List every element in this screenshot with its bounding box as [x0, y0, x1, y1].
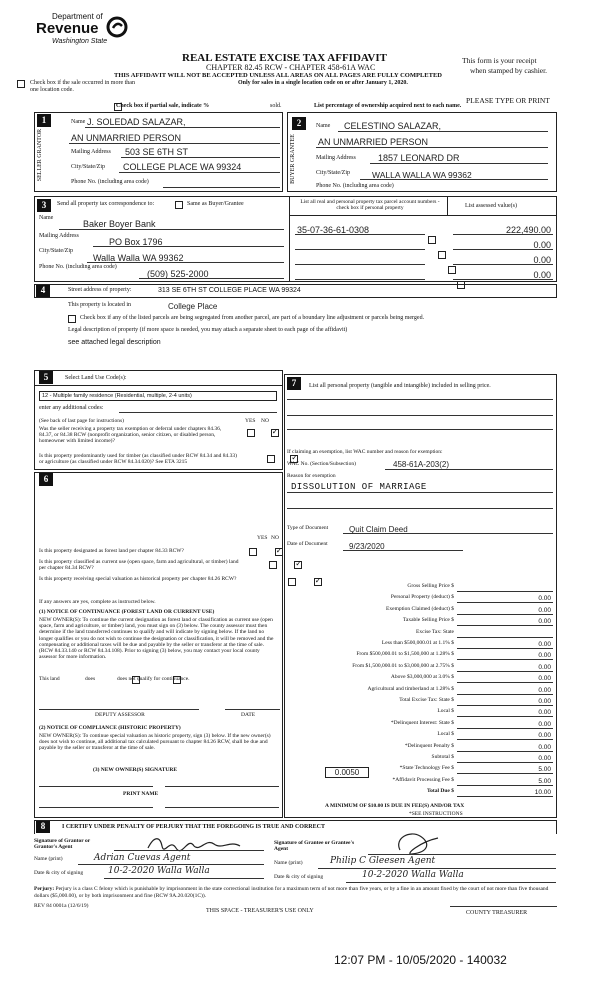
tax-row-value: 0.00 [538, 709, 551, 717]
tax-row-label: Total Excise Tax: State $ [399, 697, 454, 703]
tax-row-label: Less than $500,000.01 at 1.1% $ [381, 640, 454, 646]
tax-row-value: 0.00 [538, 606, 551, 614]
section-6-designation [34, 472, 283, 818]
grantor-print-name: Adrian Cuevas Agent [94, 853, 191, 863]
grantee-date-city: 10-2-2020 Walla Walla [362, 870, 464, 880]
partial-sale-label: Check box if partial sale, indicate % [116, 103, 210, 109]
tax-row-label: From $1,500,000.01 to $3,000,000 at 2.75% $ [352, 662, 454, 669]
grantor-mailing: 503 SE 6TH ST [125, 147, 189, 157]
section-4-property [34, 284, 557, 364]
legal-description: see attached legal description [68, 339, 161, 346]
section-3-number: 3 [37, 199, 51, 212]
no-header: NO [261, 418, 269, 424]
exemption-yes-checkbox[interactable] [247, 429, 255, 437]
segregated-label: Check box if any of the listed parcels are being segregated from another parcel, are part of a boundary line adjustment or parcels being merged. [80, 315, 425, 321]
grantee-name: CELESTINO SALAZAR, [344, 121, 442, 131]
grantor-date-city: 10-2-2020 Walla Walla [108, 866, 210, 876]
tax-row-value: 0.00 [538, 732, 551, 740]
parcel-number-1: 35-07-36-61-0308 [297, 225, 370, 235]
receipt-stamp: 12:07 PM - 10/05/2020 - 140032 [334, 953, 507, 967]
tax-row-label: *Delinquent Penalty $ [404, 742, 454, 749]
grantor-signature [144, 834, 244, 854]
tax-row-value: 0.00 [538, 675, 551, 683]
print-name-label: PRINT NAME [123, 791, 159, 797]
corr-phone: (509) 525-2000 [147, 269, 209, 279]
located-city: College Place [168, 302, 218, 311]
corr-phone-label: Phone No. (including area code) [39, 264, 117, 270]
personal-property-label: List all personal property (tangible and intangible) included in selling price. [309, 383, 491, 389]
corr-name-label: Name [39, 215, 54, 221]
notice2-title: (2) NOTICE OF COMPLIANCE (HISTORIC PROPERTY) [39, 725, 181, 731]
see-back-note: (See back of last page for instructions) [39, 418, 124, 424]
form-id: REV 84 0001a (12/6/19) [34, 903, 89, 909]
assessed-value-4: 0.00 [533, 270, 551, 280]
dor-swirl-icon [106, 16, 128, 38]
section-5-land-use [34, 370, 283, 470]
grantor-name-print-label: Name (print) [34, 856, 63, 862]
grantor-date-city-label: Date & city of signing [34, 870, 84, 876]
notice2-body: NEW OWNER(S): To continue special valuation as historic property, sign (3) below. If the new owner(s) does not wish to continue, all additional tax calculated pursuant to chapter 84.26 RCW, shall be due and payable by the seller or transferor at the time of sale. [39, 733, 271, 752]
no-header-6: NO [271, 535, 279, 541]
tax-row-value: 0.00 [538, 686, 551, 694]
local-rate-box: 0.0050 [325, 767, 369, 778]
corr-city-label: City/State/Zip [39, 248, 73, 254]
assessed-value-3: 0.00 [533, 255, 551, 265]
grantee-city: WALLA WALLA WA 99362 [372, 170, 472, 180]
additional-codes-label: enter any additional codes: [39, 405, 104, 411]
reason-label: Reason for exemption [287, 473, 336, 479]
corr-city: Walla Walla WA 99362 [93, 253, 184, 263]
notice1-title: (1) NOTICE OF CONTINUANCE (FOREST LAND OR CURRENT USE) [39, 609, 215, 615]
section-8-certification [34, 820, 557, 902]
corr-mailing-label: Mailing Address [39, 233, 79, 239]
doc-date-label: Date of Document [287, 541, 328, 547]
tax-row-value: 0.00 [538, 755, 551, 762]
perjury-label: Perjury: [34, 886, 55, 892]
section-4-number: 4 [36, 284, 50, 297]
multi-location-label: Check box if the sale occurred in more than one location code. [30, 80, 135, 93]
see-instructions: *SEE INSTRUCTIONS [409, 811, 463, 817]
tax-row-label: Local $ [437, 708, 454, 715]
corr-mailing: PO Box 1796 [109, 237, 163, 247]
legal-label: Legal description of property (if more space is needed, you may attach a separate sheet to each page of the affidavit) [68, 327, 348, 333]
grantee-signature-label: Signature of Grantee or Grantee's Agent [274, 840, 355, 852]
seller-grantor-label: SELLER GRANTOR [37, 128, 43, 182]
tax-row-label: *Affidavit Processing Fee $ [392, 776, 454, 783]
timber-yes-checkbox[interactable] [267, 455, 275, 463]
tax-row-label: Gross Selling Price $ [407, 583, 454, 589]
assessed-header: List assessed value(s) [465, 203, 517, 209]
yes-header: YES [245, 418, 256, 424]
section-1-number: 1 [37, 114, 51, 127]
tax-row-label: Agricultural and timberland at 1.28% $ [367, 685, 454, 692]
form-title: REAL ESTATE EXCISE TAX AFFIDAVIT [182, 52, 387, 64]
dor-logo [36, 10, 136, 50]
exemption-no-checkbox[interactable] [271, 429, 279, 437]
grantor-name2: AN UNMARRIED PERSON [71, 133, 182, 143]
section-1-grantor [34, 112, 283, 192]
section-2-number: 2 [292, 117, 306, 130]
assessed-value-1: 222,490.00 [505, 225, 551, 235]
forest-question: Is this property designated as forest land per chapter 84.33 RCW? [39, 548, 184, 554]
yes-header-6: YES [257, 535, 268, 541]
tax-row-value: 5.00 [538, 777, 551, 785]
tax-row-label: Taxable Selling Price $ [402, 617, 454, 624]
new-owner-signature-label: (3) NEW OWNER(S) SIGNATURE [93, 767, 177, 773]
only-for-sales: Only for sales in a single location code on or after January 1, 2020. [238, 80, 408, 86]
corr-name: Baker Boyer Bank [83, 219, 156, 229]
current-use-question: Is this property classified as current use (open space, farm and agricultural, or timber) land per chapter 84.34 RCW? [39, 559, 239, 571]
doc-date: 9/23/2020 [349, 542, 385, 551]
forest-no-checkbox[interactable] [275, 548, 283, 556]
historic-question: Is this property receiving special valuation as historical property per chapter 84.26 RCW? [39, 576, 237, 582]
tax-row-label: Total Due $ [427, 788, 454, 795]
exemption-reason: DISSOLUTION OF MARRIAGE [291, 482, 427, 492]
form-subtitle: CHAPTER 82.45 RCW - CHAPTER 458-61A WAC [206, 63, 376, 72]
grantee-city-label: City/State/Zip [316, 170, 350, 176]
parcel-1-personal-checkbox[interactable] [428, 236, 436, 244]
section-7-tax [284, 374, 557, 818]
form-warning: THIS AFFIDAVIT WILL NOT BE ACCEPTED UNLESS ALL AREAS ON ALL PAGES ARE FULLY COMPLETED [114, 72, 442, 79]
section-8-number: 8 [36, 820, 50, 833]
tax-row-label: Excise Tax: State [415, 628, 454, 635]
street-label: Street address of property: [68, 287, 132, 293]
tax-row-label: Personal Property (deduct) $ [390, 594, 454, 601]
tax-row-value: 0.00 [538, 652, 551, 660]
dept-line1: Department of [52, 12, 103, 21]
grantor-city-label: City/State/Zip [71, 164, 105, 170]
grantee-name-print-label: Name (print) [274, 860, 303, 866]
certify-statement: I CERTIFY UNDER PENALTY OF PERJURY THAT THE FOREGOING IS TRUE AND CORRECT [62, 824, 325, 830]
tax-row-label: From $500,000.01 to $1,500,000 at 1.28% $ [356, 651, 454, 658]
located-label: This property is located in [68, 302, 131, 308]
grantee-name-label: Name [316, 123, 331, 129]
tax-row-value: 0.00 [538, 595, 551, 603]
dept-line2: Revenue [36, 20, 99, 37]
tax-row-value: 0.00 [538, 663, 551, 671]
does-label: does [85, 676, 96, 682]
exemption-claim-label: If claiming an exemption, list WAC number and reason for exemption: [287, 449, 443, 455]
any-yes-note: If any answers are yes, complete as instructed below. [39, 599, 156, 605]
tax-row-label: Local $ [437, 731, 454, 738]
grantee-phone-label: Phone No. (including area code) [316, 183, 394, 189]
grantor-name-label: Name [71, 119, 86, 125]
grantee-date-city-label: Date & city of signing [274, 874, 324, 880]
doc-type-label: Type of Document [287, 525, 329, 531]
tax-row-value: 0.00 [538, 641, 551, 648]
tax-row-label: *Delinquent Interest: State $ [390, 719, 454, 726]
exemption-question: Was the seller receiving a property tax exemption or deferral under chapters 84.36, 84.37, or 84.38 RCW (nonprofit organization, senior citizen, or disabled person, homeowner with limited income)? [39, 426, 222, 444]
does-not-label: does not qualify for continuance. [117, 676, 190, 682]
parcel-2-personal-checkbox[interactable] [438, 251, 446, 259]
grantor-city: COLLEGE PLACE WA 99324 [123, 162, 242, 172]
section-7-number: 7 [287, 377, 301, 390]
tax-row-value: 5.00 [538, 766, 551, 774]
tax-row-value: 0.00 [538, 618, 551, 626]
doc-type: Quit Claim Deed [349, 525, 408, 534]
assessed-value-2: 0.00 [533, 240, 551, 250]
tax-row-label: Exemption Claimed (deduct) $ [386, 605, 454, 612]
segregated-checkbox[interactable] [68, 315, 76, 323]
grantor-mailing-label: Mailing Address [71, 149, 111, 155]
minimum-note: A MINIMUM OF $10.00 IS DUE IN FEE(S) AND/OR TAX [325, 803, 465, 809]
partial-sale-sold: sold. [270, 103, 282, 109]
wac-label: WAC No. (Section/Subsection) [287, 461, 356, 467]
tax-row-value: 0.00 [538, 743, 551, 751]
wac-number: 458-61A-203(2) [393, 460, 450, 469]
tax-row-label: *State Technology Fee $ [399, 765, 454, 772]
land-use-label: Select Land Use Code(s): [65, 375, 127, 381]
deputy-assessor-label: DEPUTY ASSESSOR [95, 712, 145, 718]
grantor-name: J. SOLEDAD SALAZAR, [87, 117, 186, 127]
pct-ownership-label: List percentage of ownership acquired next to each name. [314, 103, 462, 109]
grantor-signature-label: Signature of Grantor or Grantor's Agent [34, 838, 91, 850]
this-land-label: This land [39, 676, 60, 682]
receipt-note2: when stamped by cashier. [470, 66, 548, 75]
receipt-note1: This form is your receipt [462, 56, 537, 65]
street-address: 313 SE 6TH ST COLLEGE PLACE WA 99324 [158, 287, 301, 294]
tax-row-value: 10.00 [534, 789, 551, 797]
current-use-yes-checkbox[interactable] [269, 561, 277, 569]
county-treasurer: COUNTY TREASURER [466, 910, 528, 916]
land-use-select[interactable]: 12 - Multiple family residence (Residential, multiple, 2-4 units) [39, 391, 277, 401]
grantee-name2: AN UNMARRIED PERSON [318, 137, 429, 147]
section-2-grantee [287, 112, 557, 192]
deputy-date-label: DATE [241, 712, 256, 718]
timber-question: Is this property predominantly used for timber (as classified under RCW 84.34 and 84.33) or agriculture (as classified under RCW 84.34.020)? See ETA 3215 [39, 453, 238, 465]
tax-calculation-table [285, 375, 558, 819]
buyer-grantee-label: BUYER GRANTEE [290, 134, 296, 184]
tax-row-label: Subtotal $ [431, 754, 454, 760]
grantee-mailing: 1857 LEONARD DR [378, 153, 460, 163]
grantor-phone-label: Phone No. (including area code) [71, 179, 149, 185]
section-5-number: 5 [39, 371, 53, 384]
tax-row-value: 0.00 [538, 698, 551, 705]
tax-row-label: Above $3,000,000 at 3.0% $ [390, 674, 454, 681]
same-as-buyer-label: Same as Buyer/Grantee [187, 201, 244, 207]
notice1-body: NEW OWNER(S): To continue the current designation as forest land or classification as current use (open space, farm and agriculture, or timber) land, you must sign on (3) below. The county assessor must then determine if the land transferred continues to qualify and will indicate by signing below. If the land no longer qualifies or you do not wish to continue the designation or classification, it will be removed and the compensating or additional taxes will be due and payable by the seller or transferor at the time of sale. (RCW 84.33.140 or RCW 84.34.108). Prior to signing (3) below, you may contact your local county assessor for more information. [39, 617, 274, 661]
section-3-correspondence [34, 196, 557, 282]
forest-yes-checkbox[interactable] [249, 548, 257, 556]
please-type: PLEASE TYPE OR PRINT [466, 96, 550, 105]
same-as-buyer-checkbox[interactable] [175, 201, 183, 209]
parcel-header: List all real and personal property tax parcel account numbers - check box if personal property [300, 199, 440, 211]
multi-location-checkbox[interactable] [17, 80, 25, 88]
send-to-label: Send all property tax correspondence to: [57, 201, 155, 207]
section-6-number: 6 [39, 473, 53, 486]
dept-line3: Washington State [52, 38, 108, 45]
grantee-mailing-label: Mailing Address [316, 155, 356, 161]
treasurer-space: THIS SPACE - TREASURER'S USE ONLY [206, 908, 314, 914]
tax-row-value: 0.00 [538, 720, 551, 728]
grantee-print-name: Philip C Gleesen Agent [330, 856, 436, 866]
perjury-text: Perjury is a class C felony which is punishable by imprisonment in the state correctional institution for a maximum term of not more than five years, or by a fine in an amount fixed by the court of not more than five thousand dollars ($5,000.00), or by both imprisonment and fine (RCW 9A.20.020(1C)). [34, 886, 549, 899]
